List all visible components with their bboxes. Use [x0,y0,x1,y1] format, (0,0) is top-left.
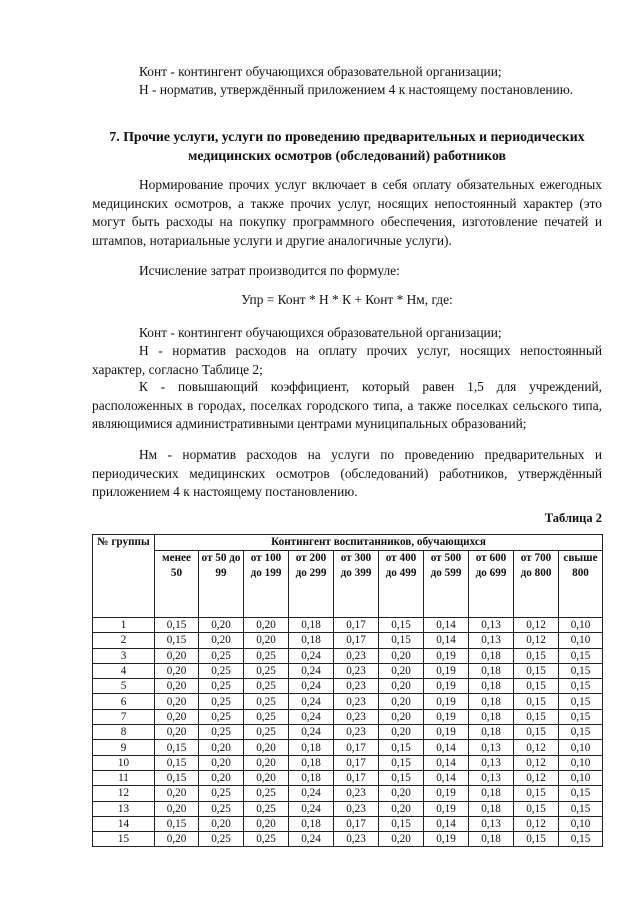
norm-value-cell: 0,23 [334,663,379,678]
norm-value-cell: 0,10 [559,816,603,831]
norm-value-cell: 0,10 [559,740,603,755]
norm-value-cell: 0,17 [334,816,379,831]
norm-value-cell: 0,20 [244,633,289,648]
norm-value-cell: 0,24 [289,709,334,724]
norm-value-cell: 0,23 [334,801,379,816]
definition-n: Н - норматив, утверждённый приложением 4 к настоящему постановлению. [139,82,574,97]
norm-value-cell: 0,15 [379,633,424,648]
norm-value-cell: 0,18 [289,770,334,785]
norm-value-cell: 0,25 [244,709,289,724]
norm-value-cell: 0,18 [469,663,514,678]
norm-value-cell: 0,25 [199,786,244,801]
norm-value-cell: 0,23 [334,679,379,694]
definition-item: К - повышающий коэффициент, который равен 1,5 для учреждений, расположенных в городах, поселках городского типа, а также поселках сельского типа, являющимися административными центрами муниципальных образований; [92,379,602,431]
contingent-header: Контингент воспитанников, обучающихся [155,535,603,551]
table-row [93,663,603,678]
group-number-cell: 1 [93,618,155,633]
group-number-cell: 6 [93,694,155,709]
norm-value-cell: 0,13 [469,816,514,831]
norm-value-cell: 0,13 [469,618,514,633]
norm-value-cell: 0,12 [514,633,559,648]
norm-value-cell: 0,13 [469,755,514,770]
table-row [93,770,603,785]
norm-value-cell: 0,15 [514,832,559,847]
norm-value-cell: 0,17 [334,618,379,633]
norm-value-cell: 0,18 [289,755,334,770]
table-row [93,832,603,847]
norm-value-cell: 0,25 [244,679,289,694]
norm-value-cell: 0,10 [559,618,603,633]
definition-item: Н - норматив расходов на оплату прочих услуг, носящих непостоянный характер, согласно Таблице 2; [92,343,602,377]
norm-value-cell: 0,14 [424,633,469,648]
norm-value-cell: 0,15 [559,709,603,724]
norm-value-cell: 0,24 [289,725,334,740]
norm-value-cell: 0,25 [244,725,289,740]
norm-value-cell: 0,23 [334,786,379,801]
table-row [93,679,603,694]
norm-value-cell: 0,24 [289,801,334,816]
norm-value-cell: 0,17 [334,633,379,648]
table-row [93,755,603,770]
norm-value-cell: 0,20 [379,694,424,709]
norm-value-cell: 0,12 [514,816,559,831]
column-header: от 600 до 699 [469,551,514,618]
norm-value-cell: 0,17 [334,770,379,785]
table-row [93,786,603,801]
norm-value-cell: 0,23 [334,832,379,847]
group-number-cell: 9 [93,740,155,755]
norm-value-cell: 0,20 [379,786,424,801]
group-number-cell: 12 [93,786,155,801]
table-row [93,816,603,831]
norm-value-cell: 0,15 [559,648,603,663]
norm-value-cell: 0,23 [334,709,379,724]
norm-value-cell: 0,15 [514,725,559,740]
norm-value-cell: 0,19 [424,832,469,847]
norm-value-cell: 0,25 [244,648,289,663]
norm-value-cell: 0,14 [424,618,469,633]
norm-value-cell: 0,25 [199,801,244,816]
norm-value-cell: 0,20 [199,770,244,785]
definition-item: Конт - контингент обучающихся образовательной организации; [139,325,502,340]
norm-value-cell: 0,25 [199,709,244,724]
norm-value-cell: 0,20 [379,832,424,847]
norm-value-cell: 0,24 [289,832,334,847]
norm-value-cell: 0,19 [424,725,469,740]
norm-value-cell: 0,10 [559,770,603,785]
norm-value-cell: 0,20 [244,740,289,755]
table-row [93,709,603,724]
norm-value-cell: 0,18 [469,709,514,724]
norm-value-cell: 0,18 [289,633,334,648]
norm-value-cell: 0,18 [469,679,514,694]
norm-value-cell: 0,20 [379,648,424,663]
norm-value-cell: 0,19 [424,648,469,663]
body-paragraph: Нормирование прочих услуг включает в себя оплату обязательных ежегодных медицинских осмотров, а также прочих услуг, носящих непостоянный характер (это могут быть расходы на покупку программного обеспечения, изготовление печатей и штампов, нотариальные услуги и другие аналогичные услуги). [92,177,602,248]
norm-value-cell: 0,13 [469,633,514,648]
column-header: от 300 до 399 [334,551,379,618]
norm-value-cell: 0,20 [199,633,244,648]
norm-value-cell: 0,25 [199,663,244,678]
norm-value-cell: 0,15 [379,770,424,785]
norm-value-cell: 0,23 [334,648,379,663]
section-title: 7. Прочие услуги, услуги по проведению предварительных и периодических медицинских осмотров (обследований) работников [109,129,585,163]
norm-value-cell: 0,12 [514,770,559,785]
norm-value-cell: 0,15 [559,725,603,740]
norm-value-cell: 0,25 [244,832,289,847]
norm-value-cell: 0,20 [155,801,199,816]
norm-value-cell: 0,20 [155,663,199,678]
norm-value-cell: 0,20 [379,679,424,694]
norm-value-cell: 0,15 [559,832,603,847]
norm-value-cell: 0,15 [514,679,559,694]
norm-value-cell: 0,23 [334,725,379,740]
norm-value-cell: 0,15 [379,618,424,633]
norm-value-cell: 0,25 [244,801,289,816]
norm-value-cell: 0,20 [379,801,424,816]
table-row [93,801,603,816]
group-number-cell: 5 [93,679,155,694]
definition-kont: Конт - контингент обучающихся образовательной организации; [139,64,502,79]
norm-value-cell: 0,19 [424,663,469,678]
norm-value-cell: 0,19 [424,709,469,724]
group-number-cell: 15 [93,832,155,847]
norm-value-cell: 0,25 [199,832,244,847]
norm-value-cell: 0,14 [424,816,469,831]
norm-value-cell: 0,18 [469,725,514,740]
table-row [93,740,603,755]
norm-value-cell: 0,18 [469,786,514,801]
norm-value-cell: 0,15 [559,801,603,816]
norm-value-cell: 0,15 [155,816,199,831]
norm-value-cell: 0,15 [155,618,199,633]
norm-value-cell: 0,18 [469,694,514,709]
norm-value-cell: 0,17 [334,740,379,755]
norm-value-cell: 0,25 [244,663,289,678]
norm-value-cell: 0,15 [155,740,199,755]
norm-value-cell: 0,25 [199,648,244,663]
norm-value-cell: 0,20 [155,679,199,694]
group-number-cell: 7 [93,709,155,724]
norm-value-cell: 0,12 [514,740,559,755]
group-number-cell: 4 [93,663,155,678]
norm-value-cell: 0,14 [424,740,469,755]
norm-value-cell: 0,10 [559,633,603,648]
norm-value-cell: 0,24 [289,694,334,709]
norm-value-cell: 0,20 [199,816,244,831]
norm-value-cell: 0,25 [244,786,289,801]
group-number-cell: 10 [93,755,155,770]
norm-value-cell: 0,12 [514,618,559,633]
norm-value-cell: 0,20 [244,770,289,785]
norm-value-cell: 0,20 [244,618,289,633]
norm-value-cell: 0,20 [199,755,244,770]
norm-value-cell: 0,20 [379,725,424,740]
column-header: свыше 800 [559,551,603,618]
norm-value-cell: 0,15 [514,786,559,801]
norm-value-cell: 0,10 [559,755,603,770]
table-row [93,618,603,633]
norm-value-cell: 0,18 [289,618,334,633]
column-header: от 100 до 199 [244,551,289,618]
norm-value-cell: 0,15 [559,786,603,801]
body-paragraph: Исчисление затрат производится по формуле: [139,263,400,278]
norm-value-cell: 0,25 [199,725,244,740]
norm-value-cell: 0,15 [514,648,559,663]
group-number-cell: 3 [93,648,155,663]
norm-value-cell: 0,15 [514,694,559,709]
group-number-cell: 2 [93,633,155,648]
table-label: Таблица 2 [544,511,602,525]
column-header: от 50 до 99 [199,551,244,618]
column-header: от 500 до 599 [424,551,469,618]
norm-value-cell: 0,15 [155,633,199,648]
norm-value-cell: 0,20 [199,740,244,755]
norm-value-cell: 0,15 [379,740,424,755]
norm-value-cell: 0,13 [469,740,514,755]
norm-value-cell: 0,15 [379,816,424,831]
group-number-cell: 13 [93,801,155,816]
norm-value-cell: 0,24 [289,648,334,663]
norm-value-cell: 0,14 [424,770,469,785]
norm-value-cell: 0,20 [155,709,199,724]
norm-value-cell: 0,19 [424,679,469,694]
norm-value-cell: 0,15 [155,755,199,770]
norm-value-cell: 0,19 [424,786,469,801]
norm-value-cell: 0,14 [424,755,469,770]
norm-value-cell: 0,20 [244,816,289,831]
norm-value-cell: 0,18 [469,832,514,847]
table-row [93,694,603,709]
norm-value-cell: 0,13 [469,770,514,785]
column-header: от 400 до 499 [379,551,424,618]
norm-value-cell: 0,20 [244,755,289,770]
definition-item: Нм - норматив расходов на услуги по проведению предварительных и периодических медицинских осмотров (обследований) работников, утверждённый приложением 4 к настоящему постановлению. [92,447,602,499]
norm-value-cell: 0,25 [199,679,244,694]
norm-value-cell: 0,15 [514,801,559,816]
norm-value-cell: 0,24 [289,663,334,678]
norm-value-cell: 0,25 [199,694,244,709]
norm-value-cell: 0,20 [155,648,199,663]
norm-value-cell: 0,17 [334,755,379,770]
norm-value-cell: 0,12 [514,755,559,770]
norm-value-cell: 0,18 [469,648,514,663]
group-number-header: № группы [93,535,155,618]
norm-value-cell: 0,24 [289,786,334,801]
norm-value-cell: 0,20 [155,725,199,740]
norm-value-cell: 0,20 [155,694,199,709]
norm-value-cell: 0,25 [244,694,289,709]
norm-value-cell: 0,23 [334,694,379,709]
group-number-cell: 11 [93,770,155,785]
norm-value-cell: 0,24 [289,679,334,694]
norm-value-cell: 0,20 [379,663,424,678]
column-header: от 200 до 299 [289,551,334,618]
norm-value-cell: 0,15 [379,755,424,770]
norm-value-cell: 0,15 [514,663,559,678]
norm-value-cell: 0,20 [155,786,199,801]
norm-value-cell: 0,19 [424,694,469,709]
norm-value-cell: 0,18 [469,801,514,816]
group-number-cell: 8 [93,725,155,740]
norm-value-cell: 0,20 [155,832,199,847]
norm-value-cell: 0,18 [289,740,334,755]
norm-value-cell: 0,19 [424,801,469,816]
norm-value-cell: 0,15 [559,679,603,694]
norm-value-cell: 0,15 [155,770,199,785]
table-row [93,725,603,740]
norm-value-cell: 0,20 [379,709,424,724]
formula: Упр = Конт * Н * К + Конт * Нм, где: [241,292,453,307]
column-header: от 700 до 800 [514,551,559,618]
norm-value-cell: 0,20 [199,618,244,633]
norm-value-cell: 0,15 [559,694,603,709]
table-row [93,648,603,663]
group-number-cell: 14 [93,816,155,831]
column-header: менее 50 [155,551,199,618]
norm-value-cell: 0,18 [289,816,334,831]
norm-value-cell: 0,15 [514,709,559,724]
table-row [93,633,603,648]
norm-value-cell: 0,15 [559,663,603,678]
norms-table [92,534,603,847]
